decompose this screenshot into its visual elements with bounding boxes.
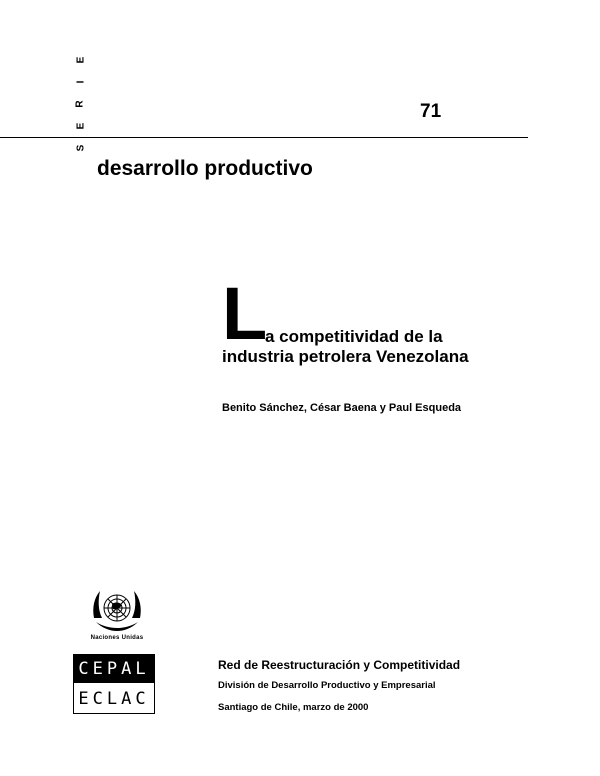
network-name: Red de Reestructuración y Competitividad (218, 658, 461, 672)
eclac-wordmark: ECLAC (78, 689, 150, 709)
series-number: 71 (420, 101, 442, 122)
authors: Benito Sánchez, César Baena y Paul Esqueda (222, 402, 462, 414)
division-name: División de Desarrollo Productivo y Empresarial (218, 680, 436, 691)
cepal-wordmark: CEPAL (74, 655, 154, 683)
cepal-eclac-logo (73, 654, 155, 714)
series-name: desarrollo productivo (97, 157, 313, 180)
serie-vertical-label (73, 55, 89, 165)
un-caption: Naciones Unidas (90, 635, 144, 641)
un-emblem-icon (86, 584, 148, 636)
title-line-2: industria petrolera Venezolana (222, 347, 469, 366)
header-divider (0, 137, 528, 138)
serie-letter: S (74, 144, 86, 152)
place-date: Santiago de Chile, marzo de 2000 (218, 702, 369, 713)
title-initial-letter: L (222, 272, 266, 355)
serie-letter: I (75, 80, 86, 84)
serie-letter: R (74, 100, 86, 108)
serie-letter: E (74, 56, 86, 64)
title-line-1: a competitividad de la (265, 327, 443, 346)
serie-letter: E (74, 122, 86, 130)
